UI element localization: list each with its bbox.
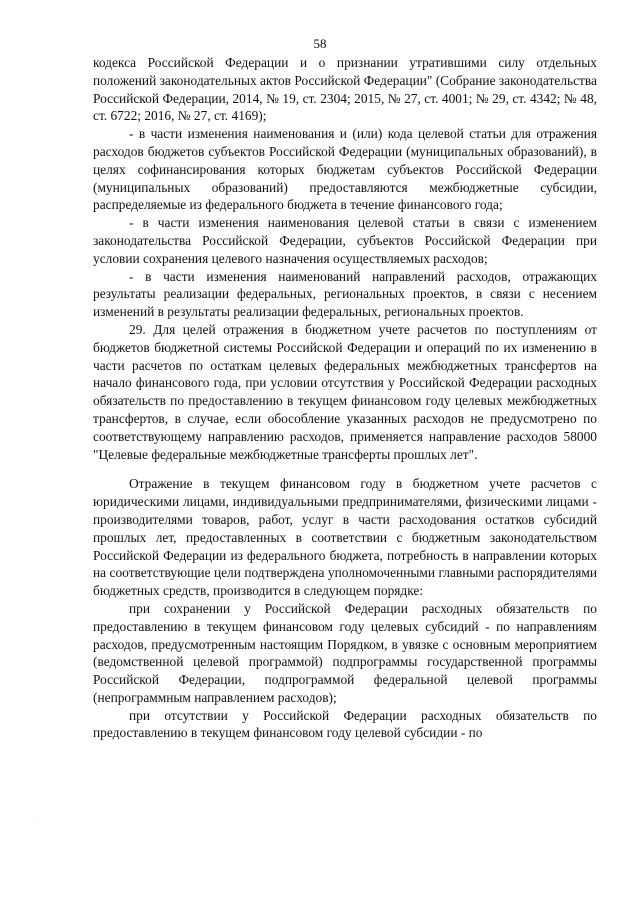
margin-mark: . — [38, 820, 40, 826]
paragraph-reflection-order: Отражение в текущем финансовом году в бюджетном учете расчетов с юридическими лицами, индивидуальными предпринимателями, физическими лицами - производителями товаров, работ, услуг в части расходования остатков субсидий прошлых лет, предоставленных в соответствии с бюджетным законодательством Российской Федерации из федерального бюджета, потребность в направлении которых на соответствующие цели подтверждена уполномоченными главными распорядителями бюджетных средств, производится в следующем порядке: — [93, 476, 597, 599]
paragraph-bullet-target-name: - в части изменения наименования целевой статьи в связи с изменением законодательства Российской Федерации, субъектов Российской Федерации при условии сохранения целевого назначения осуществляемых расходов; — [93, 215, 597, 266]
paragraph-item-29: 29. Для целей отражения в бюджетном учете расчетов по поступлениям от бюджетов бюджетной системы Российской Федерации и операций по их изменению в части расчетов по остаткам целевых федеральных межбюджетных трансфертов на начало финансового года, при условии отсутствия у Российской Федерации расходных обязательств по предоставлению в текущем финансовом году целевых межбюджетных трансфертов, в случае, если обособление указанных расходов не предусмотрено по соответствующему направлению расходов, применяется направление расходов 58000 "Целевые федеральные межбюджетные трансферты прошлых лет". — [93, 321, 597, 462]
document-body — [93, 54, 597, 742]
paragraph-obligations-absent: при отсутствии у Российской Федерации расходных обязательств по предоставлению в текущем финансовом году целевой субсидии - по — [93, 707, 597, 741]
paragraph-obligations-kept: при сохранении у Российской Федерации расходных обязательств по предоставлению в текущем финансовом году целевых субсидий - по направлениям расходов, предусмотренным настоящим Порядком, в увязке с основным мероприятием (ведомственной целевой программой) подпрограммы государственной программы Российской Федерации, подпрограммой федеральной целевой программы (непрограммным направлением расходов); — [93, 600, 597, 705]
page-number: 58 — [313, 36, 327, 51]
paragraph-bullet-directions: - в части изменения наименований направлений расходов, отражающих результаты реализации федеральных, региональных проектов, в связи с несением изменений в результаты реализации федеральных, региональных проектов. — [93, 268, 597, 320]
paragraph-bullet-target-code: - в части изменения наименования и (или) кода целевой статьи для отражения расходов бюджетов субъектов Российской Федерации (муниципальных образований), в целях софинансирования которых бюджетам субъектов Российской Федерации (муниципальных образований) предоставляются межбюджетные субсидии, распределяемые из федерального бюджета в течение финансового года; — [93, 126, 597, 213]
paragraph-continuation: кодекса Российской Федерации и о признании утратившими силу отдельных положений законодательных актов Российской Федерации" (Собрание законодательства Российской Федерации, 2014, № 19, ст. 2304; 2015, № 27, ст. 4001; № 29, ст. 4342; № 48, ст. 6722; 2016, № 27, ст. 4169); — [93, 55, 597, 124]
